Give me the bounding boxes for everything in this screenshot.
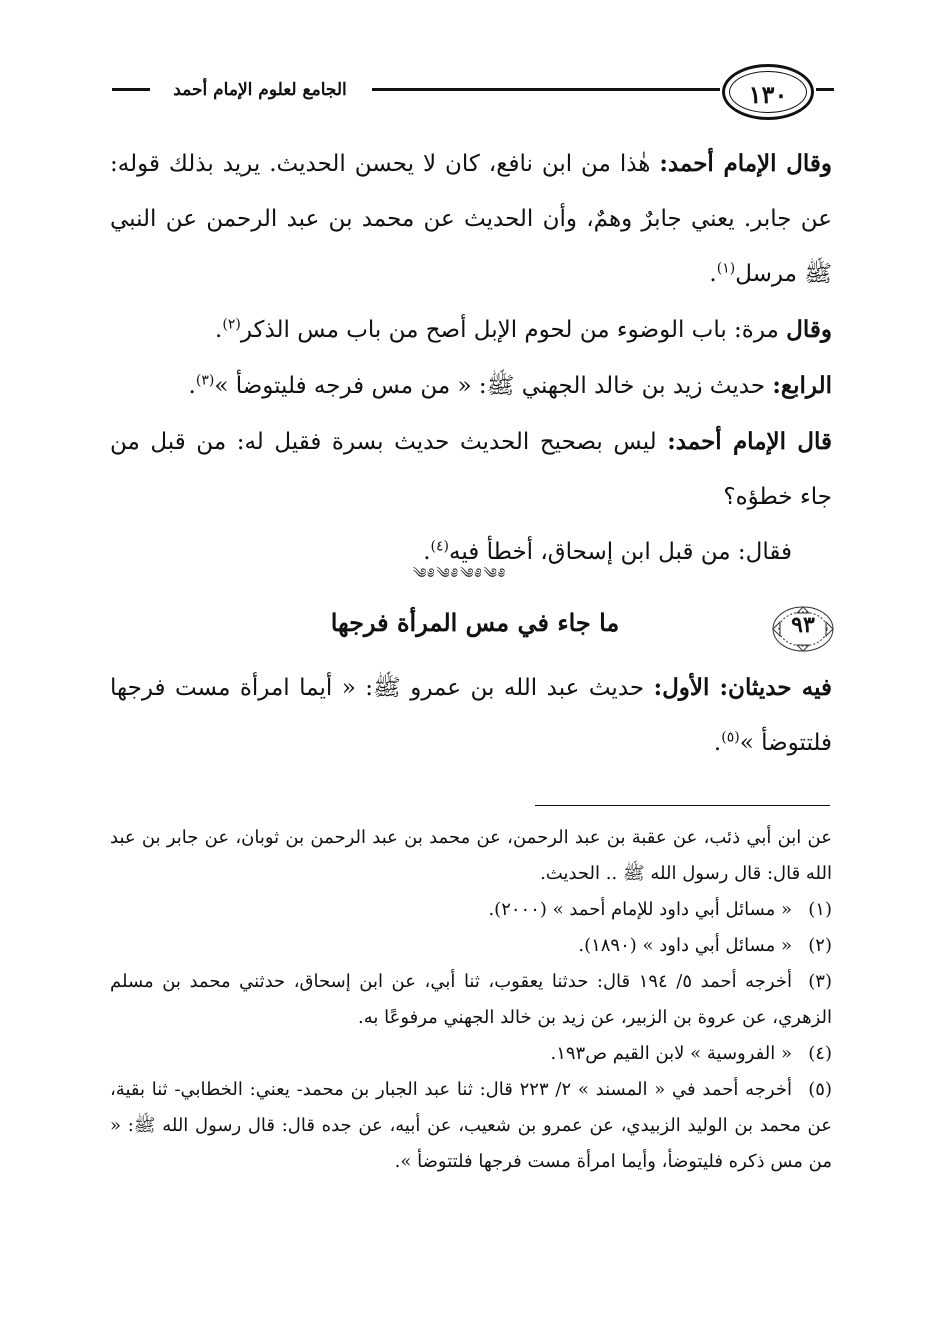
chapter-number: ٩٣ (791, 612, 815, 638)
footnote-separator (535, 805, 830, 806)
footnote-number: (١) (808, 899, 832, 920)
footnote-item (110, 964, 832, 1036)
footnote-text: أخرجه أحمد في « المسند » ٢/ ٢٢٣ قال: ثنا عبد الجبار بن محمد- يعني: الخطابي- ثنا بقية، عن محمد بن الوليد الزبيدي، عن عمرو بن شعيب، عن أبيه، عن جده قال: قال رسول الله ﷺ: « من مس ذكره فليتوضأ، وأيما امرأة مست فرجها فلتتوضأ ». (110, 1079, 832, 1172)
paragraph-1: وقال الإمام أحمد: هٰذا من ابن نافع، كان لا يحسن الحديث. يريد بذلك قوله: عن جابر. يعني جابرٌ وهمٌ، وأن الحديث عن محمد بن عبد الرحمن عن النبي ﷺ مرسل$^{(١)}$. (110, 150, 832, 287)
chapter-paragraph-text: حديث عبد الله بن عمرو ﷺ: « أيما امرأة مست فرجها فلتتوضأ » (110, 675, 832, 756)
footnote-text: « مسائل أبي داود للإمام أحمد » (٢٠٠٠). (488, 899, 792, 920)
footnote-continued: عن ابن أبي ذئب، عن عقبة بن عبد الرحمن، عن محمد بن عبد الرحمن بن ثوبان، عن جابر بن عبد الله قال: قال رسول الله ﷺ .. الحديث. (110, 827, 832, 884)
footnote-item (110, 1072, 832, 1180)
footnote-item (110, 928, 832, 964)
footnote-text: أخرجه أحمد ٥/ ١٩٤ قال: حدثنا يعقوب، ثنا أبي، عن ابن إسحاق، حدثني محمد بن مسلم الزهري، عن عروة بن الزبير، عن زيد بن خالد الجهني مرفوعًا به. (110, 971, 832, 1028)
paragraph-4 (110, 414, 832, 525)
section-ornament: ༄༅༄༅༄༅༄༅ (412, 566, 508, 582)
footnote-number: (٢) (808, 935, 832, 956)
footnote-text: « مسائل أبي داود » (١٨٩٠). (578, 935, 792, 956)
paragraph-2: وقال مرة: باب الوضوء من لحوم الإبل أصح من باب مس الذكر$^{(٢)}$. (215, 316, 832, 343)
paragraph-4-text: ليس بصحيح الحديث حديث بسرة فقيل له: من قبل من جاء خطؤه؟ (110, 429, 832, 510)
page-number: ١٣٠ (722, 64, 814, 120)
footnote-text: « الفروسية » لابن القيم ص١٩٣. (550, 1043, 792, 1064)
running-title: الجامع لعلوم الإمام أحمد (173, 80, 347, 100)
footnote-number: (٤) (808, 1043, 832, 1064)
header-rule-left (112, 88, 150, 91)
footnotes (110, 820, 832, 1180)
paragraph-2-text: مرة: باب الوضوء من لحوم الإبل أصح من باب مس الذكر (240, 317, 787, 343)
paragraph-3: الرابع: حديث زيد بن خالد الجهني ﷺ: « من مس فرجه فليتوضأ »$^{(٣)}$. (188, 372, 832, 399)
footnote-ref-4: (٤) (430, 538, 450, 555)
chapter-title: ما جاء في مس المرأة فرجها (330, 608, 620, 637)
main-text (110, 136, 832, 580)
footnote-ref-2: (٢) (222, 316, 241, 333)
footnote-ref-5: (٥) (721, 729, 740, 746)
footnote-number: (٥) (808, 1079, 832, 1100)
paragraph-3-text: حديث زيد بن خالد الجهني ﷺ: « من مس فرجه فليتوضأ » (214, 373, 773, 399)
paragraph-5-text: فقال: من قبل ابن إسحاق، أخطأ فيه (449, 539, 792, 565)
header-rule-right (816, 88, 834, 91)
paragraph-4-lead: قال الإمام أحمد: (667, 428, 832, 455)
footnote-item (110, 892, 832, 928)
paragraph-2-lead: وقال (786, 316, 832, 343)
paragraph-5: فقال: من قبل ابن إسحاق، أخطأ فيه$^{(٤)}$. (423, 538, 792, 565)
footnote-ref-1: (١) (716, 260, 736, 277)
chapter-paragraph-lead: فيه حديثان: الأول: (653, 674, 833, 701)
footnote-ref-3: (٣) (195, 372, 215, 389)
paragraph-3-lead: الرابع: (772, 372, 832, 399)
footnote-number: (٣) (808, 971, 832, 992)
paragraph-1-lead: وقال الإمام أحمد: (659, 150, 832, 177)
header-rule-middle (372, 88, 720, 91)
footnote-item (110, 1036, 832, 1072)
chapter-text (110, 660, 832, 771)
paragraph-1-text: هٰذا من ابن نافع، كان لا يحسن الحديث. يريد بذلك قوله: عن جابر. يعني جابرٌ وهمٌ، وأن الحديث عن محمد بن عبد الرحمن عن النبي ﷺ مرسل (110, 151, 832, 287)
chapter-paragraph: فيه حديثان: الأول: حديث عبد الله بن عمرو ﷺ: « أيما امرأة مست فرجها فلتتوضأ »$^{(٥)}$. (110, 674, 833, 756)
